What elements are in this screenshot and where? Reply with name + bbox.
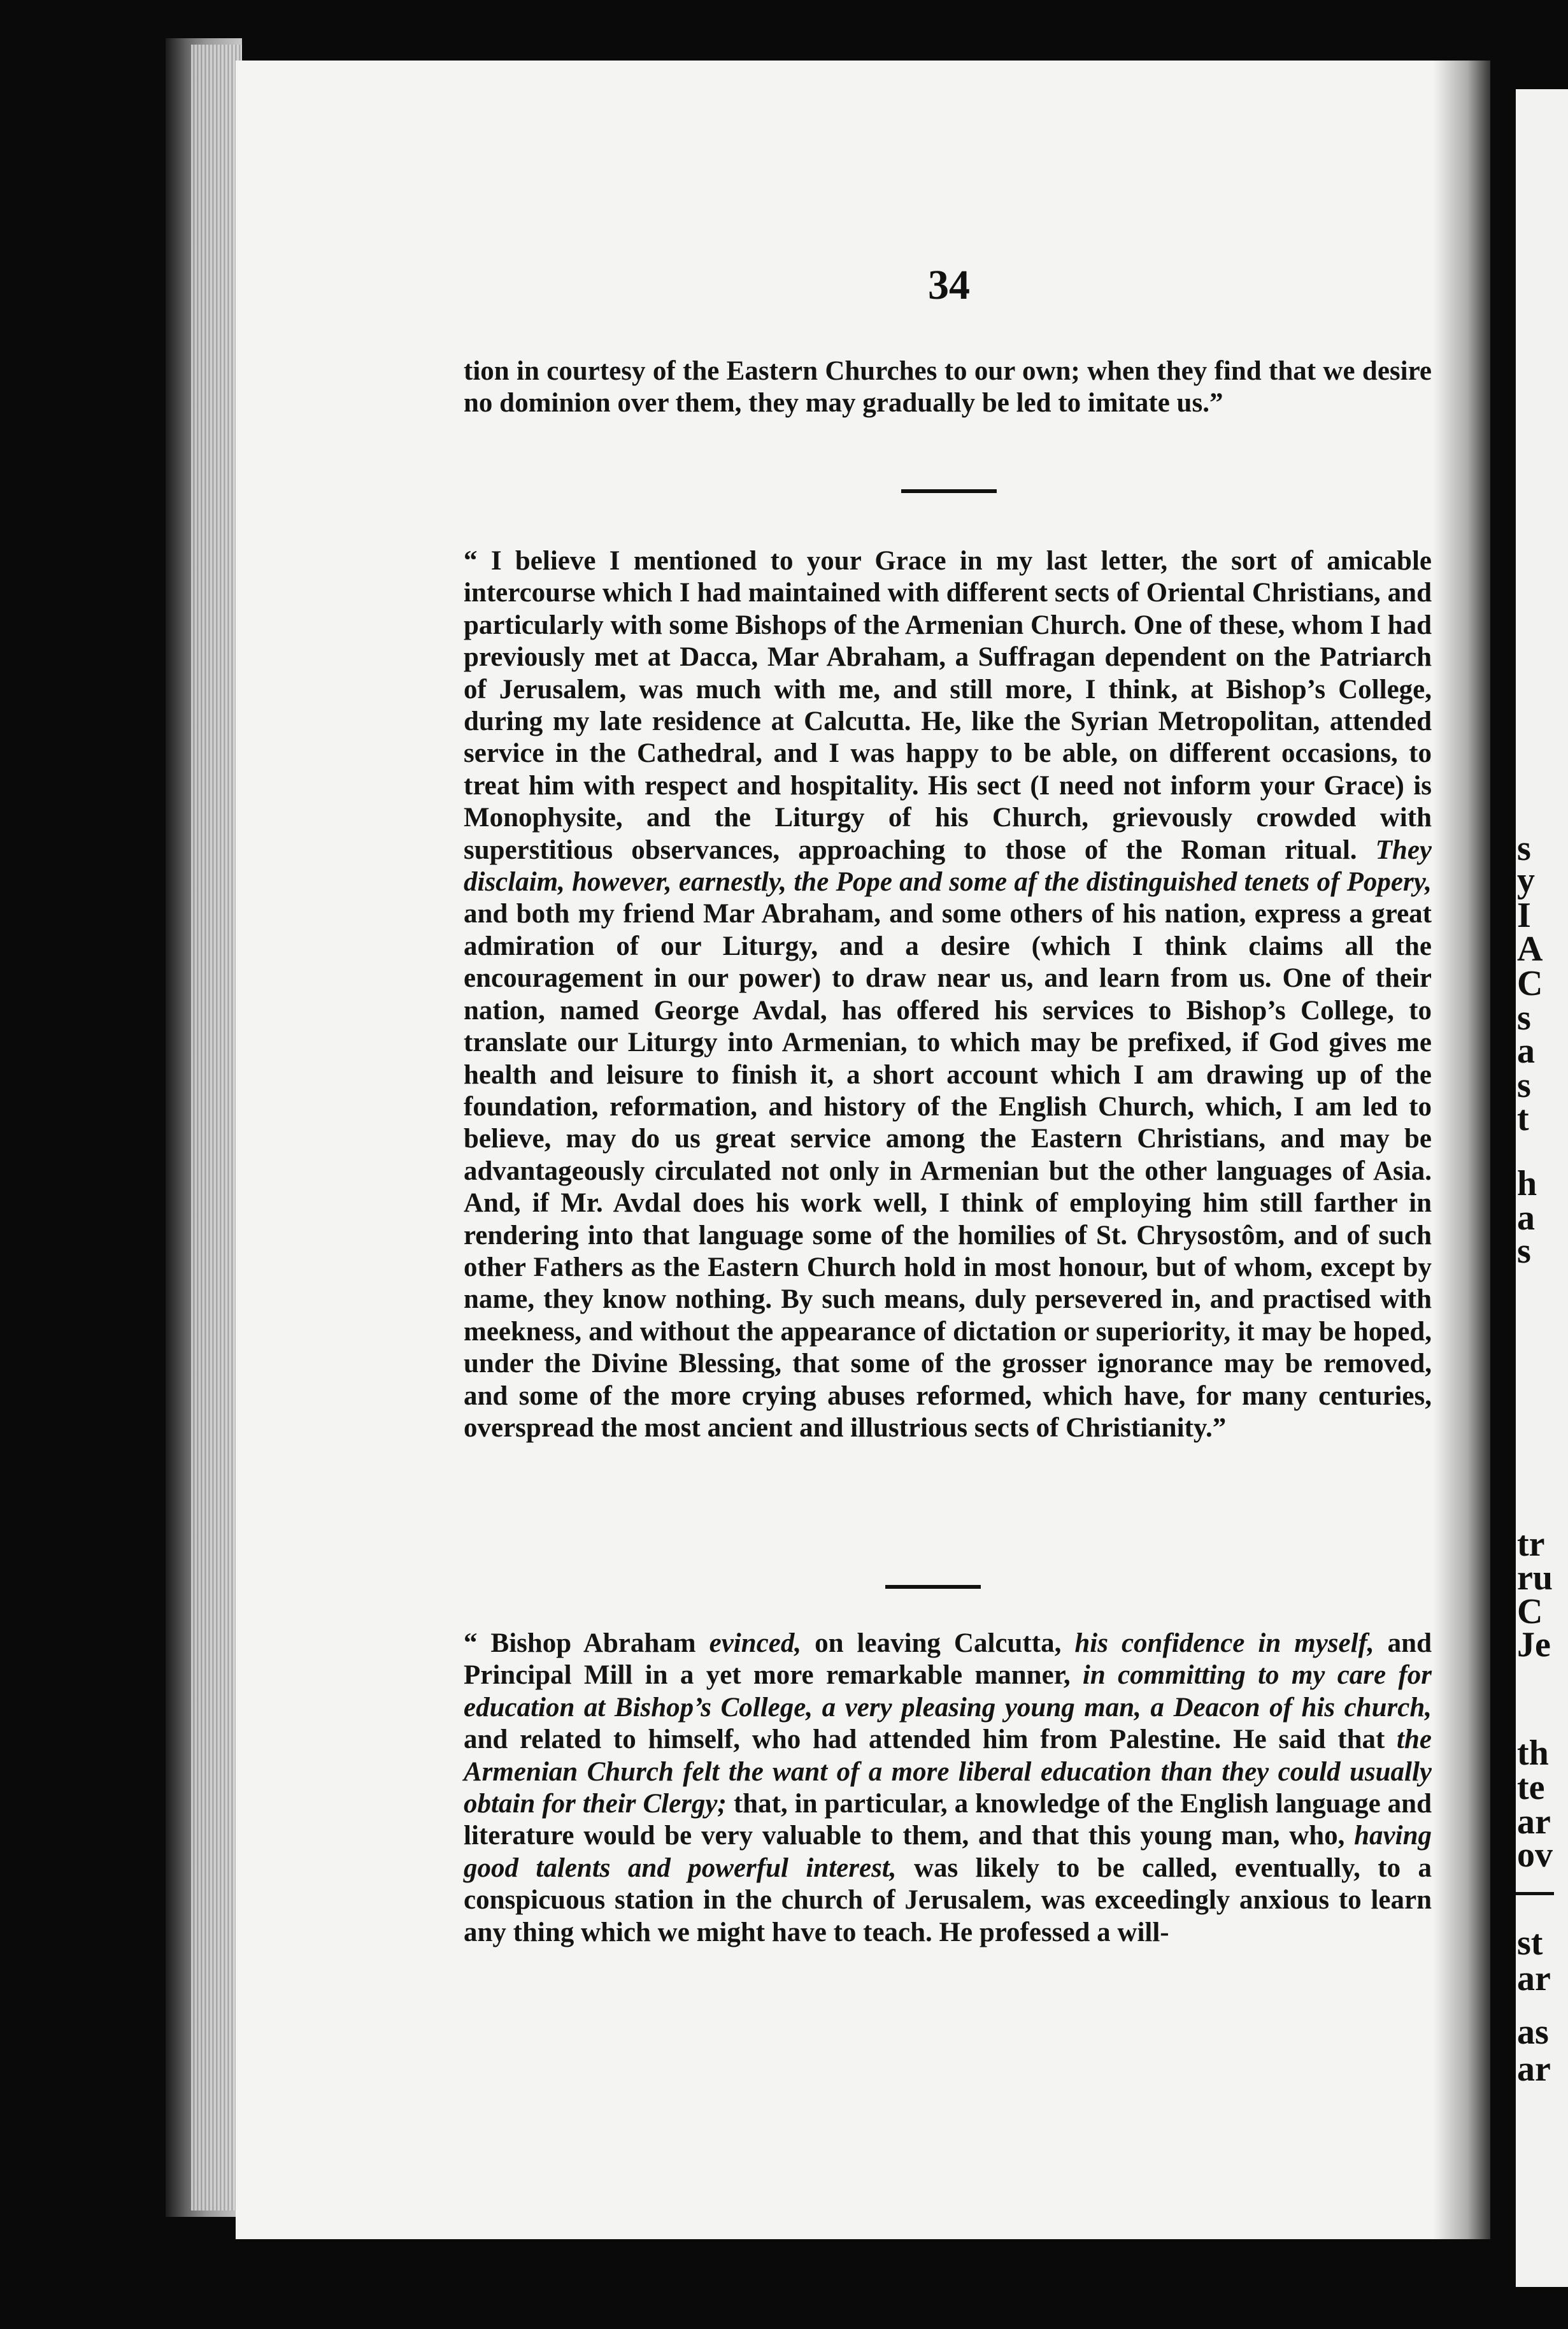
paragraph-continuation — [464, 355, 1432, 420]
paragraph-italic-text: the Armenian Church felt the want of a more liberal education than they could usually obtain for their Clergy; — [464, 1724, 1432, 1819]
adjacent-page-letter: a — [1517, 1031, 1535, 1071]
page-fold-shadow — [1433, 61, 1490, 2239]
adjacent-page-letter: y — [1517, 861, 1535, 900]
adjacent-page-letter: s — [1517, 998, 1531, 1038]
paragraph-text: “ Bishop Abraham — [464, 1628, 709, 1658]
section-divider — [901, 489, 997, 493]
adjacent-page-letter: ov — [1517, 1835, 1553, 1875]
adjacent-page-letter: s — [1517, 1066, 1531, 1105]
adjacent-page-letter: tr — [1517, 1524, 1545, 1564]
adjacent-page-letter: th — [1517, 1733, 1549, 1773]
paragraph-bishop-abraham — [464, 1628, 1432, 1949]
adjacent-page-rule — [1516, 1892, 1554, 1895]
paragraph-italic-text: They disclaim, however, earnestly, the Pope and some af the distinguished tenets of Popery, — [464, 835, 1432, 898]
paragraph-text: and Principal Mill in a yet more remarkable manner, — [464, 1628, 1432, 1691]
adjacent-page-letter: Je — [1517, 1625, 1551, 1665]
adjacent-page-letter: I — [1517, 896, 1531, 935]
paragraph-text: on leaving Calcutta, — [801, 1628, 1075, 1658]
adjacent-page-letter: ar — [1517, 1959, 1551, 1998]
adjacent-page-letter: ar — [1517, 1802, 1551, 1842]
adjacent-page-letter: st — [1517, 1923, 1543, 1963]
adjacent-page-letter: C — [1517, 964, 1543, 1003]
paragraph-text: was likely to be called, eventually, to a conspicuous station in the church of Jerusalem, was exceedingly anxious to learn any thing which we might have to teach. He professed a will- — [464, 1852, 1432, 1947]
adjacent-page-letter: ru — [1517, 1558, 1553, 1598]
paragraph-italic-text: in committing to my care for education at Bishop’s College, a very pleasing young man, a Deacon of his church, — [464, 1660, 1432, 1723]
adjacent-page-letter: as — [1517, 2012, 1549, 2052]
paragraph-text: and related to himself, who had attended him from Palestine. He said that — [464, 1724, 1397, 1755]
paragraph-text: that, in particular, a knowledge of the English language and literature would be very valuable to them, and that this young man, who, — [464, 1789, 1432, 1851]
book-page-edges — [191, 45, 242, 2211]
paragraph-text: and both my friend Mar Abraham, and some others of his nation, express a great admiration of our Liturgy, and a desire (which I think claims all the encouragement in our power) to draw near us, and learn from us. One of their nation, named George Avdal, has offered his services to Bishop’s College, to translate our Liturgy into Armenian, to which may be prefixed, if God gives me health and leisure to finish it, a short account which I am drawing up of the foundation, reformation, and history of the English Church, which, I am led to believe, may do us great service among the Eastern Christians, and may be advantageously circulated not only in Armenian but the other languages of Asia. And, if Mr. Avdal does his work well, I think of employing him still farther in rendering into that language some of the homilies of St. Chrysostôm, and of such other Fathers as the Eastern Church hold in most honour, but of whom, except by name, they know nothing. By such means, duly persevered in, and practised with meekness, and without the appearance of dictation or superiority, it may be hoped, under the Divine Blessing, that some of the grosser ignorance may be removed, and some of the more crying abuses reformed, which have, for many centuries, overspread the most ancient and illustrious sects of Christianity.” — [464, 899, 1432, 1443]
adjacent-page-letter: C — [1517, 1592, 1543, 1631]
adjacent-page-letter: a — [1517, 1198, 1535, 1238]
adjacent-page-fragment — [1516, 89, 1568, 2287]
section-divider — [885, 1585, 981, 1589]
paragraph-letter-quote — [464, 545, 1432, 1444]
adjacent-page-letter: ar — [1517, 2049, 1551, 2089]
paragraph-italic-text: having good talents and powerful interest, — [464, 1821, 1432, 1883]
adjacent-page-letter: s — [1517, 1231, 1531, 1271]
adjacent-page-letter: h — [1517, 1164, 1537, 1203]
adjacent-page-letter: A — [1517, 929, 1543, 969]
paragraph-italic-text: evinced, — [709, 1628, 802, 1658]
adjacent-page-letter: te — [1517, 1768, 1545, 1807]
paragraph-text: tion in courtesy of the Eastern Churches to our own; when they find that we desire no dominion over them, they may gradually be led to imitate us.” — [464, 356, 1432, 419]
adjacent-page-letter: s — [1517, 829, 1531, 868]
paragraph-text: “ I believe I mentioned to your Grace in my last letter, the sort of amicable intercourse which I had maintained with different sects of Oriental Christians, and particularly with some Bishops of the Armenian Church. One of these, whom I had previously met at Dacca, Mar Abraham, a Suffragan dependent on the Patriarch of Jerusalem, was much with me, and still more, I think, at Bishop’s College, during my late residence at Calcutta. He, like the Syrian Metropolitan, attended service in the Cathedral, and I was happy to be able, on different occasions, to treat him with respect and hospitality. His sect (I need not inform your Grace) is Monophysite, and the Liturgy of his Church, grievously crowded with superstitious observances, approaching to those of the Roman ritual. — [464, 546, 1432, 865]
paragraph-italic-text: his confidence in myself, — [1074, 1628, 1374, 1658]
page-number: 34 — [928, 262, 970, 308]
adjacent-page-letter: t — [1517, 1099, 1529, 1138]
